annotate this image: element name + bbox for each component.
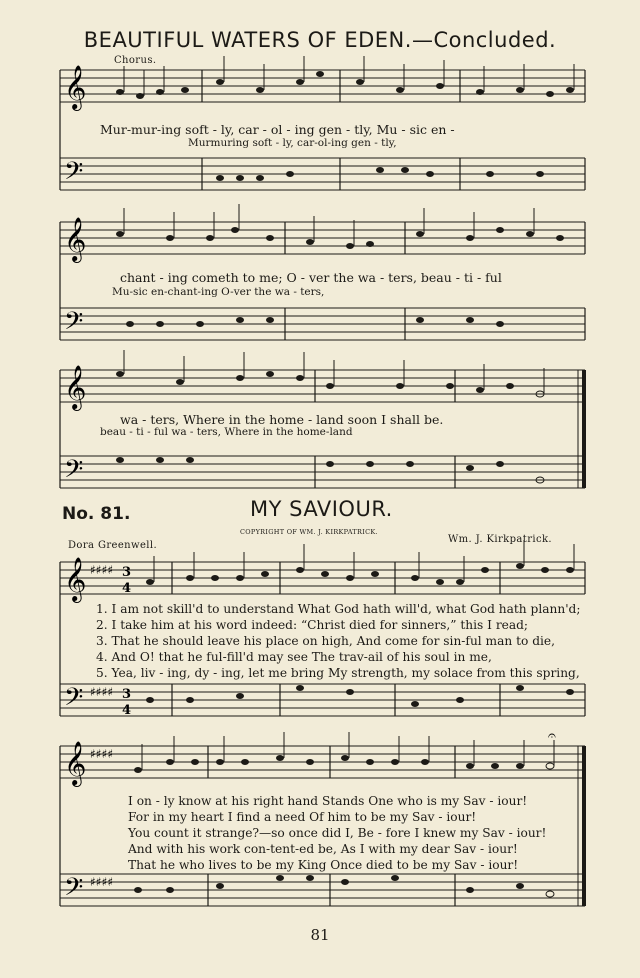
bass-clef-icon: 𝄢 [64,455,84,490]
bass-staff-2 [60,308,585,340]
fermata-icon: 𝄐 [548,728,556,744]
verse-line: 5. Yea, liv - ing, dy - ing, let me bring My strength, my solace from this spring, [96,666,580,680]
treble-clef-icon: 𝄞 [64,217,87,261]
treble-clef-icon: 𝄞 [64,741,87,785]
verse-line: 4. And O! that he ful-fill'd may see The trav-ail of his soul in me, [96,650,492,664]
verse-line: 2. I take him at his word indeed: “Christ died for sinners,” this I read; [96,618,529,632]
time-signature: 4 [122,581,132,596]
verses-part1 [96,601,580,681]
bass-clef-icon: 𝄢 [64,683,84,718]
bass-lyric-1: Murmuring soft - ly, car-ol-ing gen - tly, [188,137,397,149]
bass-clef-icon: 𝄢 [64,307,84,342]
treble-clef-icon: 𝄞 [64,557,87,601]
chorus-lyric-2: chant - ing cometh to me; O - ver the wa - ters, beau - ti - ful [120,270,502,285]
author-credit: Dora Greenwell. [68,540,158,551]
verse-line: I on - ly know at his right hand Stands One who is my Sav - iour! [128,794,528,808]
verses-part2 [128,793,546,873]
time-signature: 3 [122,565,132,580]
treble-clef-icon: 𝄞 [64,365,87,409]
chorus-label: Chorus. [114,55,157,66]
chorus-lyric-3: wa - ters, Where in the home - land soon I shall be. [120,412,444,427]
sharp-icon: ♯♯♯♯ [90,875,114,889]
sharp-icon: ♯♯♯♯ [90,747,114,761]
bass-lyric-2: Mu-sic en-chant-ing O-ver the wa - ters, [112,286,325,298]
bass-staff-4 [60,684,585,716]
treble-staff-4 [60,562,585,594]
composer-credit: Wm. J. Kirkpatrick. [448,534,553,545]
verse-line: 3. That he should leave his place on high, And come for sin-ful man to die, [96,634,556,648]
bass-clef-icon: 𝄢 [64,873,84,908]
stems-1 [124,56,574,96]
hymn-number: No. 81. [62,504,131,524]
verse-line: And with his work con-tent-ed be, As I with my dear Sav - iour! [128,842,518,856]
treble-clef-icon: 𝄞 [64,65,87,109]
time-signature: 3 [122,687,132,702]
bass-staff-3 [60,456,585,488]
bass-lyric-3: beau - ti - ful wa - ters, Where in the home-land [100,426,353,438]
page-number: 81 [310,926,330,944]
verse-line: For in my heart I find a need Of him to be my Sav - iour! [128,810,477,824]
bass-clef-icon: 𝄢 [64,157,84,192]
chorus-lyric-1: Mur-mur-ing soft - ly, car - ol - ing gen - tly, Mu - sic en - [100,122,455,137]
time-signature: 4 [122,703,132,718]
treble-staff-2 [60,222,585,254]
hymn-title: MY SAVIOUR. [250,497,393,521]
verse-line: 1. I am not skill'd to understand What God hath will'd, what God hath plann'd; [96,602,581,616]
verse-line: That he who lives to be my King Once died to be my Sav - iour! [128,858,519,872]
copyright-notice: COPYRIGHT OF WM. J. KIRKPATRICK. [240,528,378,536]
verse-line: You count it strange?—so once did I, Be - fore I knew my Sav - iour! [128,826,547,840]
treble-staff-5 [60,746,585,778]
bass-staff-1 [60,158,585,190]
section1-title: BEAUTIFUL WATERS OF EDEN.—Concluded. [83,28,557,52]
sharp-icon: ♯♯♯♯ [90,685,114,699]
sharp-icon: ♯♯♯♯ [90,563,114,577]
